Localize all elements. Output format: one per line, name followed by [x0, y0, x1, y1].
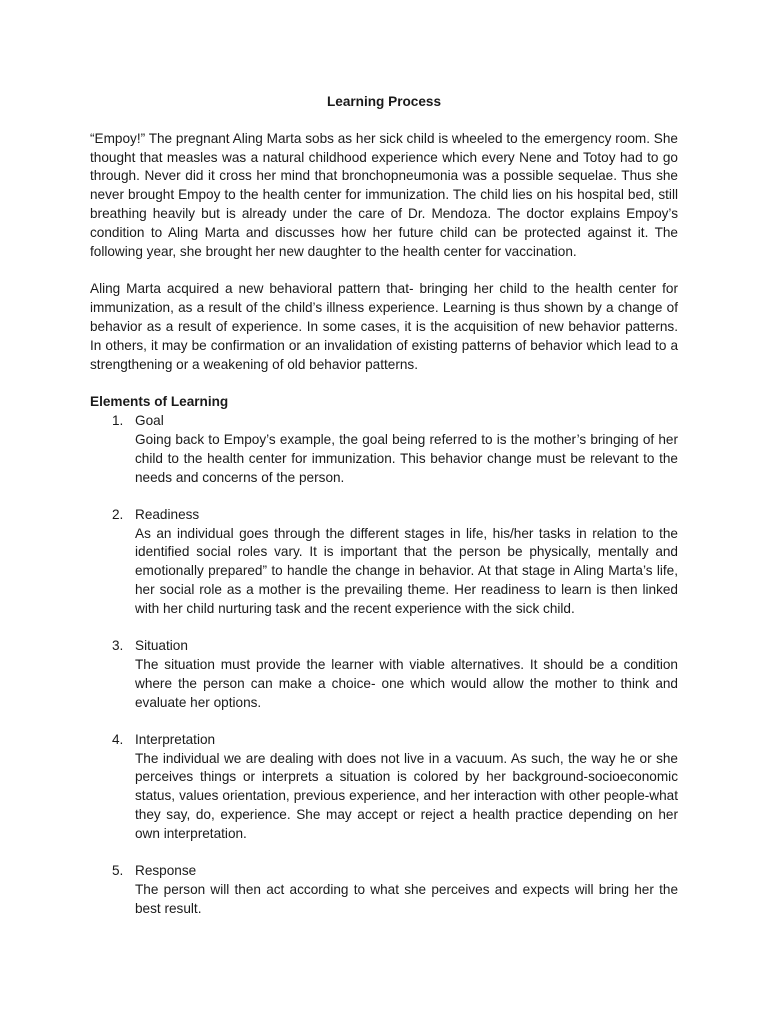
list-item-situation — [90, 637, 678, 712]
list-item-goal — [90, 412, 678, 487]
list-item-number: 4. — [112, 731, 124, 747]
list-item-title: Situation — [135, 638, 188, 654]
list-item-body: The person will then act according to what she perceives and expects will bring her the best result. — [135, 881, 678, 916]
list-item-title: Response — [135, 863, 197, 879]
list-item-response — [90, 862, 678, 918]
definition-paragraph: Aling Marta acquired a new behavioral pattern that- bringing her child to the health center for immunization, as a result of the child’s illness experience. Learning is thus shown by a change of behavior as a result of experience. In some cases, it is the acquisition of new behavior patterns. In others, it may be confirmation or an invalidation of existing patterns of behavior which lead to a strengthening or a weakening of old behavior patterns. — [90, 281, 678, 372]
list-item-title: Goal — [135, 413, 164, 429]
list-item-number: 1. — [112, 413, 124, 429]
section-heading: Elements of Learning — [90, 394, 229, 410]
list-item-number: 3. — [112, 638, 124, 654]
list-item-number: 5. — [112, 863, 124, 879]
list-item-title: Readiness — [135, 506, 200, 522]
list-item-body: The situation must provide the learner with viable alternatives. It should be a condition where the person can make a choice- one which would allow the mother to think and evaluate her options. — [135, 656, 678, 710]
list-item-body: As an individual goes through the different stages in life, his/her tasks in relation to the identified social roles vary. It is important that the person be physically, mentally and emotionally prepared” to handle the change in behavior. At that stage in Aling Marta’s life, her social role as a mother is the prevailing theme. Her readiness to learn is then linked with her child nurturing task and the recent experience with the sick child. — [135, 525, 678, 616]
list-item-number: 2. — [112, 506, 124, 522]
document-title: Learning Process — [326, 94, 442, 109]
list-item-readiness — [90, 506, 678, 619]
elements-list — [90, 412, 678, 918]
intro-paragraph: “Empoy!” The pregnant Aling Marta sobs as her sick child is wheeled to the emergency room. She thought that measles was a natural childhood experience which every Nene and Totoy had to go through. Never did it cross her mind that bronchopneumonia was a possible sequelae. Thus she never brought Empoy to the health center for immunization. The child lies on his hospital bed, still breathing heavily but is already under the care of Dr. Mendoza. The doctor explains Empoy’s condition to Aling Marta and discusses how her future child can be protected against it. The following year, she brought her new daughter to the health center for vaccination. — [90, 130, 678, 259]
list-item-interpretation — [90, 731, 678, 844]
list-item-body: Going back to Empoy’s example, the goal being referred to is the mother’s bringing of her child to the health center for immunization. This behavior change must be relevant to the needs and concerns of the person. — [135, 431, 678, 485]
list-item-title: Interpretation — [135, 731, 216, 747]
list-item-body: The individual we are dealing with does not live in a vacuum. As such, the way he or she perceives things or interprets a situation is colored by her background-socioeconomic status, values orientation, previous experience, and her interaction with other people-what they say, do, experience. She may accept or reject a health practice depending on her own interpretation. — [135, 750, 678, 841]
